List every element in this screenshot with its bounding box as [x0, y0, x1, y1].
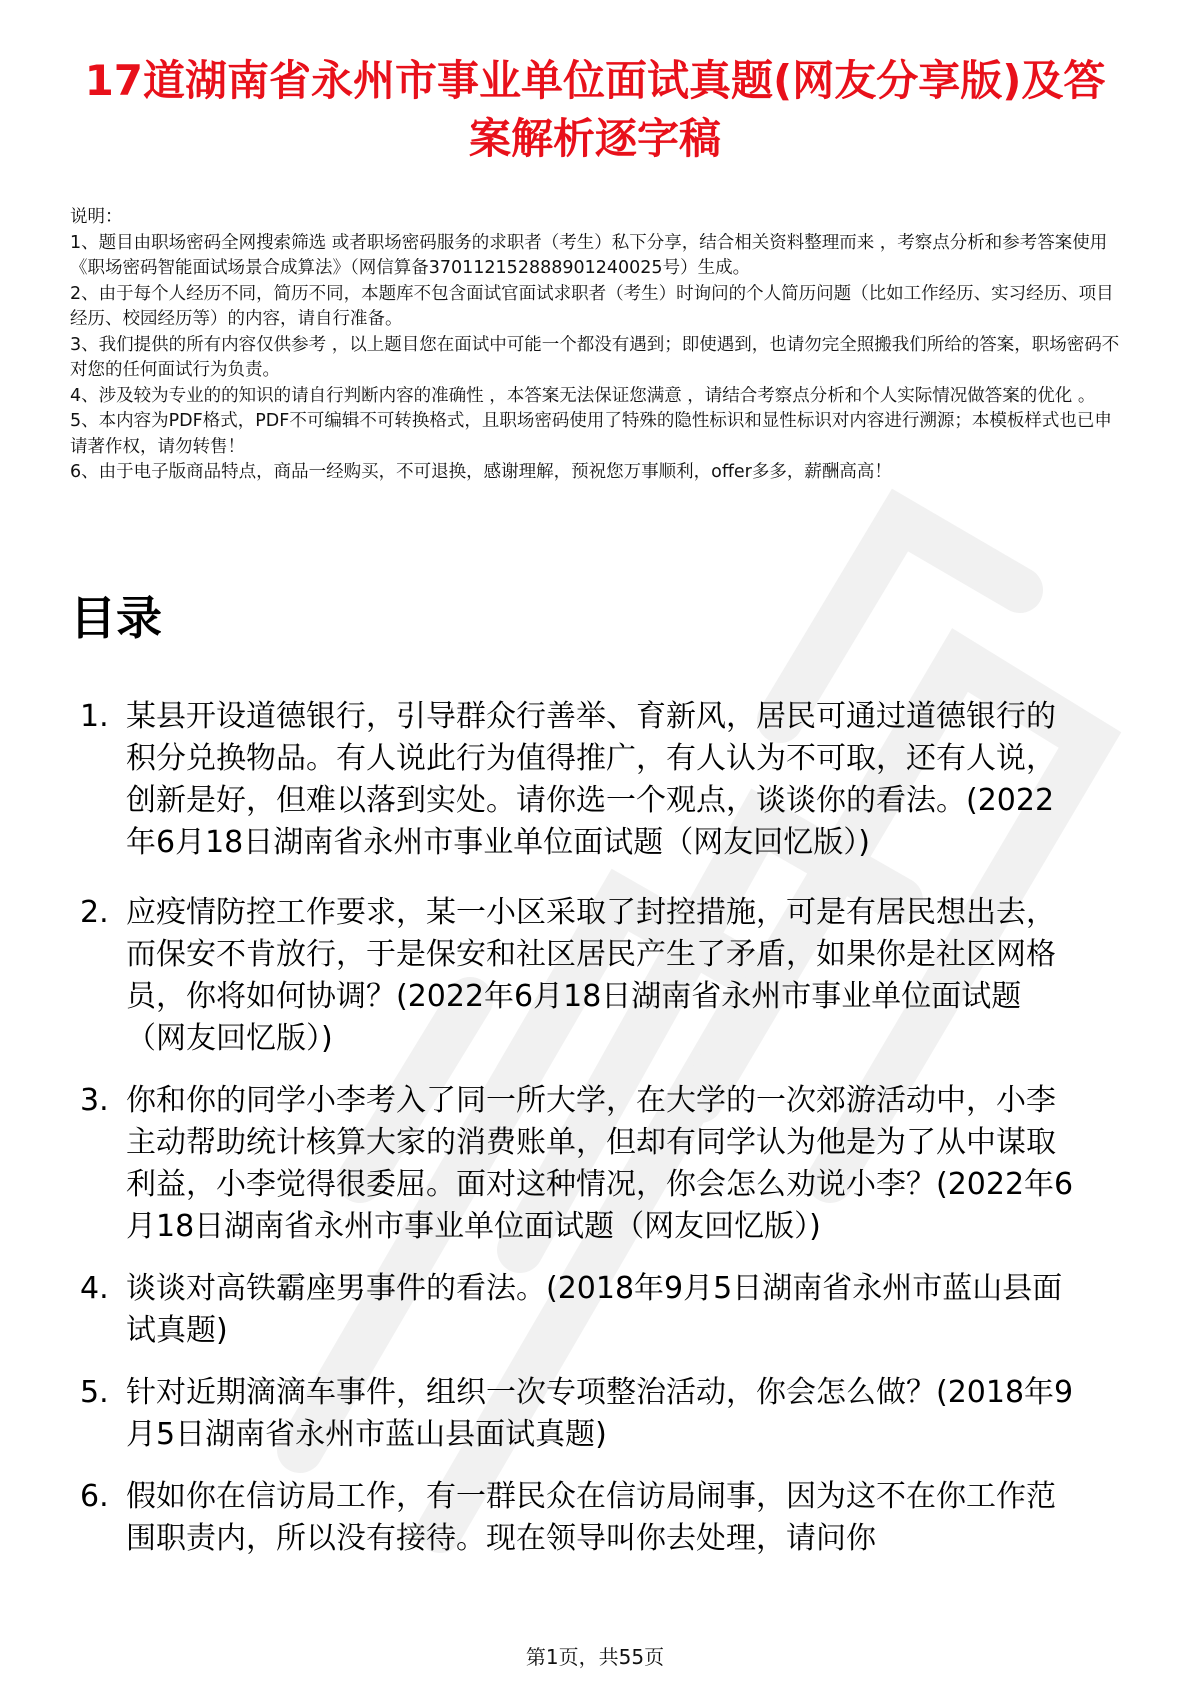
toc-item-text: 针对近期滴滴车事件，组织一次专项整治活动，你会怎么做？(2018年9月5日湖南省永州市蓝山县面试真题) [126, 1375, 1074, 1452]
note-item: 5、本内容为PDF格式，PDF不可编辑不可转换格式，且职场密码使用了特殊的隐性标识和显性标识对内容进行溯源；本模板样式也已申请著作权，请勿转售！ [70, 411, 1112, 457]
note-item: 4、涉及较为专业的的知识的请自行判断内容的准确性 ，本答案无法保证您满意 ，请结合考察点分析和个人实际情况做答案的优化 。 [70, 385, 1096, 406]
toc-item-number: 3. [80, 1083, 109, 1118]
toc-item-number: 2. [80, 895, 109, 930]
toc-item[interactable] [70, 1476, 1120, 1560]
notes-heading: 说明： [70, 207, 123, 227]
toc-item[interactable] [70, 1080, 1120, 1248]
note-item: 2、由于每个人经历不同，简历不同，本题库不包含面试官面试求职者（考生）时询问的个人简历问题（比如工作经历、实习经历、项目经历、校园经历等）的内容，请自行准备。 [70, 283, 1114, 329]
toc-item-number: 1. [80, 699, 109, 734]
toc-item[interactable] [70, 696, 1120, 864]
toc-item[interactable] [70, 1268, 1120, 1352]
toc-item-number: 4. [80, 1271, 109, 1306]
toc-item-text: 你和你的同学小李考入了同一所大学，在大学的一次郊游活动中，小李主动帮助统计核算大家的消费账单，但却有同学认为他是为了从中谋取利益，小李觉得很委屈。面对这种情况，你会怎么劝说小李？(2022年6月18日湖南省永州市事业单位面试题（网友回忆版）) [126, 1083, 1074, 1244]
toc-heading: 目录 [70, 591, 162, 645]
toc-item-number: 5. [80, 1375, 109, 1410]
note-item: 1、题目由职场密码全网搜索筛选 或者职场密码服务的求职者（考生）私下分享，结合相关资料整理而来 ，考察点分析和参考答案使用《职场密码智能面试场景合成算法》（网信算备370112152888901240025号）生成。 [70, 232, 1108, 278]
toc-item-text: 应疫情防控工作要求，某一小区采取了封控措施，可是有居民想出去，而保安不肯放行，于是保安和社区居民产生了矛盾，如果你是社区网格员，你将如何协调？(2022年6月18日湖南省永州市事业单位面试题（网友回忆版）) [126, 895, 1056, 1056]
toc-item-number: 6. [80, 1479, 109, 1514]
toc-item-text: 某县开设道德银行，引导群众行善举、育新风，居民可通过道德银行的积分兑换物品。有人说此行为值得推广，有人认为不可取，还有人说，创新是好，但难以落到实处。请你选一个观点，谈谈你的看法。(2022年6月18日湖南省永州市事业单位面试题（网友回忆版）) [126, 699, 1056, 860]
toc-list [70, 696, 1120, 1560]
toc-item[interactable] [70, 1372, 1120, 1456]
watermark-stroke [780, 520, 1020, 720]
toc-item-text: 谈谈对高铁霸座男事件的看法。(2018年9月5日湖南省永州市蓝山县面试真题) [126, 1271, 1063, 1348]
toc-item[interactable] [70, 892, 1120, 1060]
page-footer: 第1页，共55页 [525, 1645, 665, 1669]
toc-item-text: 假如你在信访局工作，有一群民众在信访局闹事，因为这不在你工作范围职责内，所以没有接待。现在领导叫你去处理，请问你 [126, 1479, 1056, 1556]
notes-section [70, 205, 1120, 486]
document-title: 17道湖南省永州市事业单位面试真题(网友分享版)及答案解析逐字稿 [84, 56, 1106, 163]
note-item: 3、我们提供的所有内容仅供参考 ，以上题目您在面试中可能一个都没有遇到；即使遇到，也请勿完全照搬我们所给的答案，职场密码不对您的任何面试行为负责。 [70, 334, 1120, 380]
note-item: 6、由于电子版商品特点，商品一经购买，不可退换，感谢理解，预祝您万事顺利，offer多多，薪酬高高！ [70, 462, 892, 482]
